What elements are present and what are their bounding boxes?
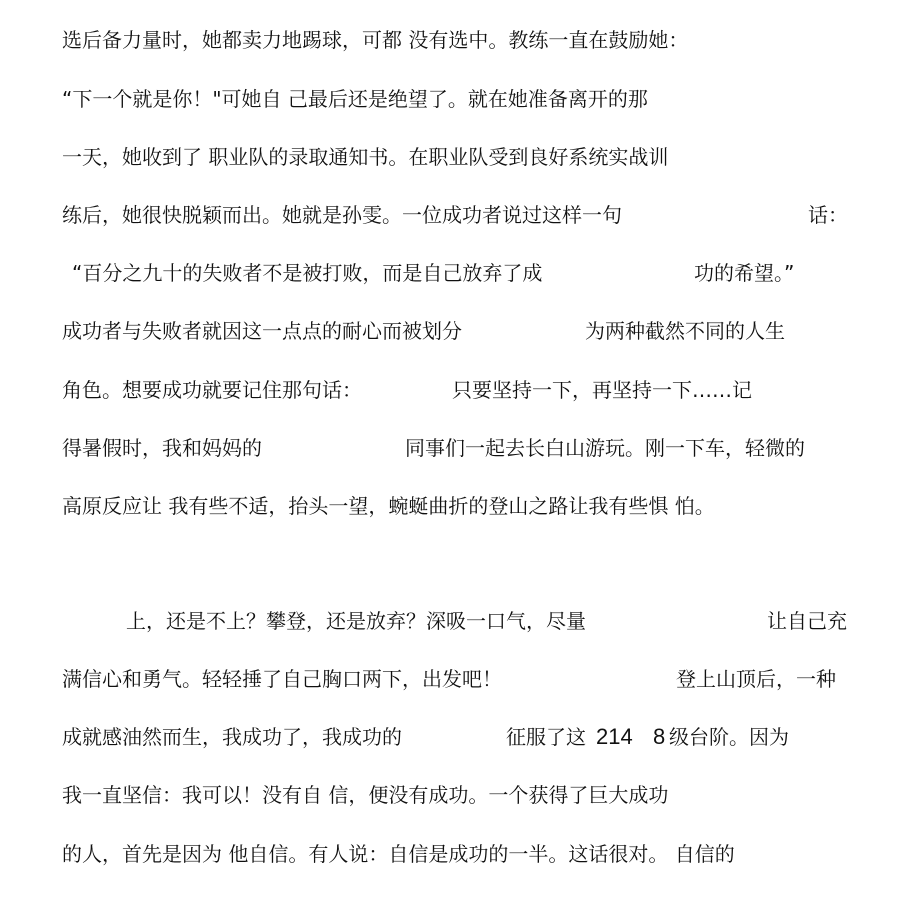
text-segment: 征服了这 xyxy=(506,725,586,749)
text-line-8 xyxy=(0,433,920,463)
text-line-14 xyxy=(0,839,920,869)
text-line-13 xyxy=(0,780,920,810)
text-segment: 成功者与失败者就因这一点点的耐心而被划分 xyxy=(62,319,462,343)
text-segment: 214 xyxy=(596,724,633,749)
text-segment: 成就感油然而生，我成功了，我成功的 xyxy=(62,725,402,749)
text-segment: 让自己充 xyxy=(767,609,847,633)
text-segment: 功的希望。” xyxy=(694,261,795,285)
text-segment: 只要坚持一下，再坚持一下……记 xyxy=(452,378,752,402)
text-segment: 一天，她收到了 职业队的录取通知书。在职业队受到良好系统实战训 xyxy=(62,145,669,169)
text-line-6 xyxy=(0,316,920,346)
text-segment: 得暑假时，我和妈妈的 xyxy=(62,436,262,460)
text-segment: “百分之九十的失败者不是被打败，而是自己放弃了成 xyxy=(72,261,543,285)
text-line-7 xyxy=(0,375,920,405)
text-line-1 xyxy=(0,25,920,55)
text-line-11 xyxy=(0,664,920,694)
text-segment: 高原反应让 我有些不适，抬头一望，蜿蜒曲折的登山之路让我有些惧 怕。 xyxy=(62,494,715,518)
text-line-5 xyxy=(0,258,920,288)
text-segment: 选后备力量时，她都卖力地踢球，可都 没有选中。教练一直在鼓励她： xyxy=(62,28,689,52)
text-segment: 8 xyxy=(653,724,666,749)
text-segment: 满信心和勇气。轻轻捶了自己胸口两下，出发吧！ xyxy=(62,667,502,691)
text-segment: 级台阶。因为 xyxy=(669,725,789,749)
text-line-4 xyxy=(0,200,920,230)
text-segment: 登上山顶后，一种 xyxy=(676,667,836,691)
text-line-2 xyxy=(0,84,920,114)
text-segment: 角色。想要成功就要记住那句话： xyxy=(62,378,362,402)
text-segment: 的人，首先是因为 他自信。有人说：自信是成功的一半。这话很对。 自信的 xyxy=(62,842,735,866)
text-line-9 xyxy=(0,491,920,521)
text-segment: “下一个就是你！"可她自 己最后还是绝望了。就在她准备离开的那 xyxy=(62,87,648,111)
text-segment: 为两种截然不同的人生 xyxy=(585,319,785,343)
text-line-10 xyxy=(0,606,920,636)
text-segment: 上，还是不上？攀登，还是放弃？深吸一口气，尽量 xyxy=(126,609,586,633)
text-segment: 同事们一起去长白山游玩。刚一下车，轻微的 xyxy=(405,436,805,460)
text-line-3 xyxy=(0,142,920,172)
text-segment: 我一直坚信：我可以！没有自 信，便没有成功。一个获得了巨大成功 xyxy=(62,783,669,807)
text-line-12 xyxy=(0,722,920,752)
text-segment: 练后，她很快脱颖而出。她就是孙雯。一位成功者说过这样一句 xyxy=(62,203,622,227)
text-segment: 话： xyxy=(808,203,848,227)
